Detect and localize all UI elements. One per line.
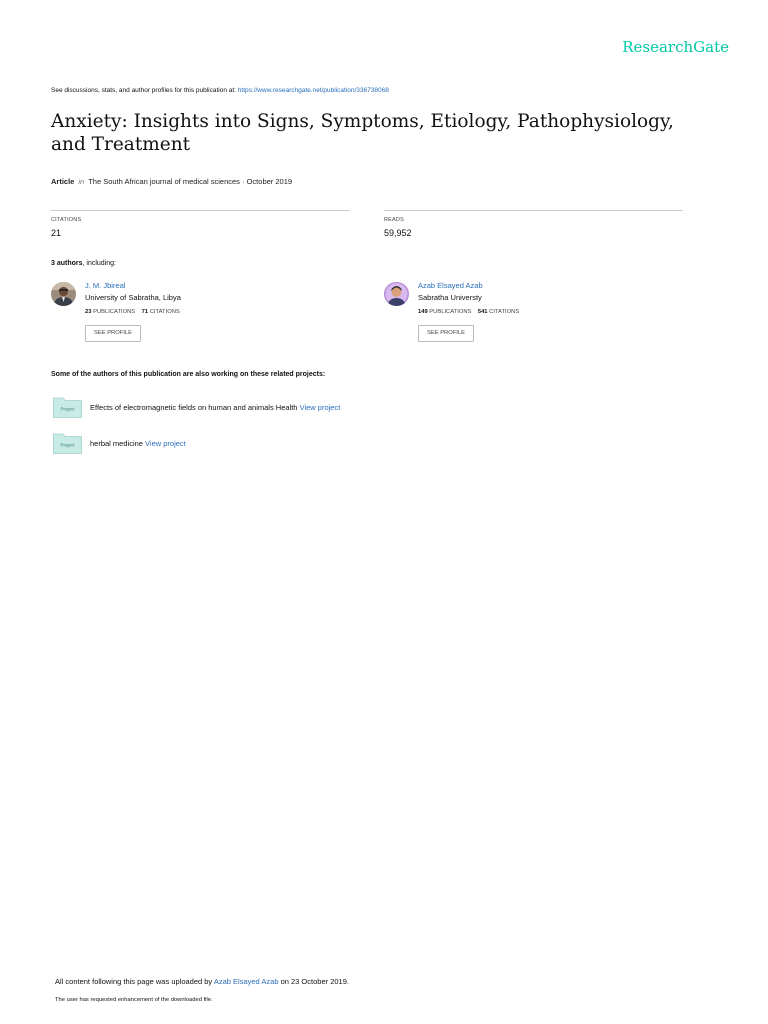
reads-label: READS bbox=[384, 217, 404, 223]
author-affiliation: University of Sabratha, Libya bbox=[85, 293, 181, 302]
author-citations-label: CITATIONS bbox=[149, 309, 180, 315]
author-citations-count: 541 bbox=[477, 309, 488, 315]
enhancement-note: The user has requested enhancement of the downloaded file. bbox=[55, 997, 213, 1003]
project-folder-icon bbox=[53, 432, 82, 454]
see-profile-button[interactable]: SEE PROFILE bbox=[418, 325, 474, 342]
publication-meta bbox=[51, 177, 292, 186]
upload-suffix: on 23 October 2019. bbox=[278, 977, 349, 986]
project-title: Effects of electromagnetic fields on human and animals Health bbox=[90, 403, 298, 412]
author-publications-count: 149 bbox=[418, 309, 428, 315]
publication-type: Article bbox=[51, 177, 75, 186]
project-item bbox=[90, 403, 340, 412]
discussion-text: See discussions, stats, and author profiles for this publication at: bbox=[51, 87, 238, 94]
publication-title: Anxiety: Insights into Signs, Symptoms, Etiology, Pathophysiology, and Treatment bbox=[51, 111, 674, 155]
upload-prefix: All content following this page was uploaded by bbox=[55, 977, 214, 986]
author-citations-label: CITATIONS bbox=[489, 309, 520, 315]
researchgate-logo[interactable]: ResearchGate bbox=[622, 38, 729, 56]
author-photo-icon bbox=[51, 282, 76, 306]
upload-note bbox=[55, 977, 349, 986]
project-icon-label: Project bbox=[60, 406, 75, 412]
authors-count: 3 authors bbox=[51, 260, 83, 267]
project-folder-icon bbox=[53, 396, 82, 418]
reads-divider bbox=[384, 210, 683, 211]
author-stats bbox=[418, 309, 519, 315]
author-citations-count: 71 bbox=[141, 309, 149, 315]
publication-url-link[interactable]: https://www.researchgate.net/publication/336738068 bbox=[237, 87, 389, 94]
project-title: herbal medicine bbox=[90, 439, 143, 448]
project-icon-label: Project bbox=[60, 442, 75, 448]
view-project-link[interactable]: View project bbox=[145, 439, 186, 448]
author-affiliation: Sabratha Universty bbox=[418, 293, 482, 302]
author-name-link[interactable]: Azab Elsayed Azab bbox=[418, 281, 483, 290]
citations-label: CITATIONS bbox=[51, 217, 82, 223]
author-avatar[interactable] bbox=[51, 282, 76, 306]
citations-divider bbox=[51, 210, 350, 211]
see-profile-button[interactable]: SEE PROFILE bbox=[85, 325, 141, 342]
related-projects-heading: Some of the authors of this publication are also working on these related projects: bbox=[51, 371, 326, 378]
author-photo-icon bbox=[384, 282, 409, 306]
author-publications-count: 23 bbox=[85, 309, 92, 315]
citations-value: 21 bbox=[51, 228, 62, 238]
uploader-link[interactable]: Azab Elsayed Azab bbox=[213, 977, 279, 986]
in-label: in bbox=[78, 177, 85, 186]
author-name-link[interactable]: J. M. Jbireal bbox=[85, 281, 126, 290]
reads-value: 59,952 bbox=[384, 228, 412, 238]
author-publications-label: PUBLICATIONS bbox=[429, 309, 472, 315]
authors-heading bbox=[51, 260, 116, 267]
authors-suffix: , including: bbox=[82, 260, 116, 267]
journal-date: The South African journal of medical sciences · October 2019 bbox=[88, 177, 293, 186]
author-avatar[interactable] bbox=[384, 282, 409, 306]
author-stats bbox=[85, 309, 180, 315]
view-project-link[interactable]: View project bbox=[299, 403, 341, 412]
project-item bbox=[90, 439, 186, 448]
discussion-line bbox=[51, 87, 389, 94]
author-publications-label: PUBLICATIONS bbox=[93, 309, 136, 315]
